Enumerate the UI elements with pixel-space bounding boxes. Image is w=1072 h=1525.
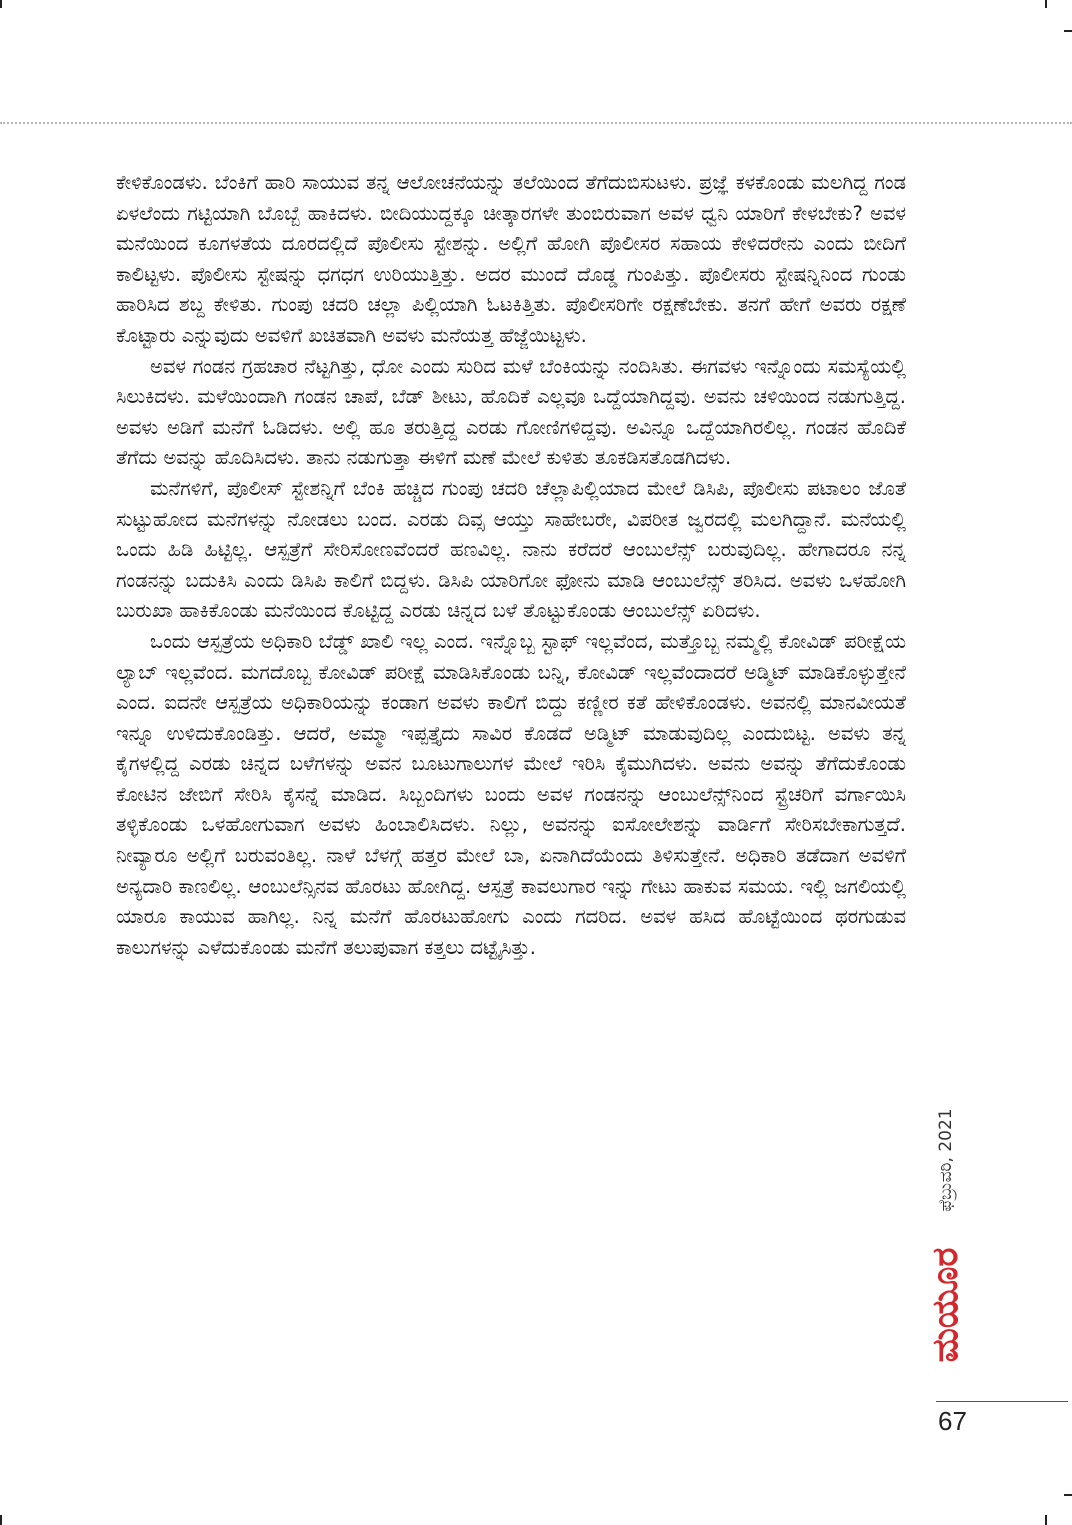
crop-mark-top-right: [1045, 0, 1047, 8]
crop-mark-bottom-right: [1045, 1515, 1047, 1525]
crop-mark-top-left: [0, 0, 2, 8]
paragraph-2: ಅವಳ ಗಂಡನ ಗ್ರಹಚಾರ ನೆಟ್ಟಗಿತ್ತು, ಧೋ ಎಂದು ಸುರಿದ ಮಳೆ ಬೆಂಕಿಯನ್ನು ನಂದಿಸಿತು. ಈಗವಳು ಇನ್ನೊಂದು ಸಮಸ್ಯೆಯಲ್ಲಿ ಸಿಲುಕಿದಳು. ಮಳೆಯಿಂದಾಗಿ ಗಂಡನ ಚಾಪೆ, ಬೆಡ್ ಶೀಟು, ಹೊದಿಕೆ ಎಲ್ಲವೂ ಒದ್ದೆಯಾಗಿದ್ದವು. ಅವನು ಚಳಿಯಿಂದ ನಡುಗುತ್ತಿದ್ದ. ಅವಳು ಅಡಿಗೆ ಮನೆಗೆ ಓಡಿದಳು. ಅಲ್ಲಿ ಹೂ ತರುತ್ತಿದ್ದ ಎರಡು ಗೋಣಿಗಳಿದ್ದವು. ಅವಿನ್ನೂ ಒದ್ದೆಯಾಗಿರಲಿಲ್ಲ. ಗಂಡನ ಹೊದಿಕೆ ತೆಗೆದು ಅವನ್ನು ಹೊದಿಸಿದಳು. ತಾನು ನಡುಗುತ್ತಾ ಈಳಿಗೆ ಮಣೆ ಮೇಲೆ ಕುಳಿತು ತೂಕಡಿಸತೊಡಗಿದಳು.: [116, 354, 906, 470]
page-number-rule: [936, 1401, 1068, 1402]
paragraph-1: ಕೇಳಿಕೊಂಡಳು. ಬೆಂಕಿಗೆ ಹಾರಿ ಸಾಯುವ ತನ್ನ ಆಲೋಚನೆಯನ್ನು ತಲೆಯಿಂದ ತೆಗೆದುಬಿಸುಟಳು. ಪ್ರಜ್ಞೆ ಕಳಕೊಂಡು ಮಲಗಿದ್ದ ಗಂಡ ಏಳಲೆಂದು ಗಟ್ಟಿಯಾಗಿ ಬೊಬ್ಬೆ ಹಾಕಿದಳು. ಬೀದಿಯುದ್ದಕ್ಕೂ ಚೀತ್ಕಾರಗಳೇ ತುಂಬಿರುವಾಗ ಅವಳ ಧ್ವನಿ ಯಾರಿಗೆ ಕೇಳಬೇಕು? ಅವಳ ಮನೆಯಿಂದ ಕೂಗಳತೆಯ ದೂರದಲ್ಲಿದೆ ಪೊಲೀಸು ಸ್ಟೇಶನ್ನು. ಅಲ್ಲಿಗೆ ಹೋಗಿ ಪೊಲೀಸರ ಸಹಾಯ ಕೇಳಿದರೇನು ಎಂದು ಬೀದಿಗೆ ಕಾಲಿಟ್ಟಳು. ಪೊಲೀಸು ಸ್ಟೇಷನ್ನು ಧಗಧಗ ಉರಿಯುತ್ತಿತ್ತು. ಅದರ ಮುಂದೆ ದೊಡ್ಡ ಗುಂಪಿತ್ತು. ಪೊಲೀಸರು ಸ್ಟೇಷನ್ನಿನಿಂದ ಗುಂಡು ಹಾರಿಸಿದ ಶಬ್ದ ಕೇಳಿತು. ಗುಂಪು ಚದರಿ ಚಲ್ಲಾ ಪಿಲ್ಲಿಯಾಗಿ ಓಟಕಿತ್ತಿತು. ಪೊಲೀಸರಿಗೇ ರಕ್ಷಣೆಬೇಕು. ತನಗೆ ಹೇಗೆ ಅವರು ರಕ್ಷಣೆ ಕೊಟ್ಟಾರು ಎನ್ನುವುದು ಅವಳಿಗೆ ಖಚಿತವಾಗಿ ಅವಳು ಮನೆಯತ್ತ ಹೆಜ್ಜೆಯಿಟ್ಟಳು.: [116, 171, 906, 347]
page-number: 67: [938, 1406, 967, 1436]
magazine-logo: ಮಯೂರ: [925, 1247, 966, 1363]
article-body: [116, 168, 906, 963]
paragraph-3: ಮನೆಗಳಿಗೆ, ಪೊಲೀಸ್ ಸ್ಟೇಶನ್ನಿಗೆ ಬೆಂಕಿ ಹಚ್ಚಿದ ಗುಂಪು ಚದರಿ ಚೆಲ್ಲಾಪಿಲ್ಲಿಯಾದ ಮೇಲೆ ಡಿಸಿಪಿ, ಪೊಲೀಸು ಪಟಾಲಂ ಜೊತೆ ಸುಟ್ಟುಹೋದ ಮನೆಗಳನ್ನು ನೋಡಲು ಬಂದ. ಎರಡು ದಿವ್ಸ ಆಯ್ತು ಸಾಹೇಬರೇ, ವಿಪರೀತ ಜ್ವರದಲ್ಲಿ ಮಲಗಿದ್ದಾನೆ. ಮನೆಯಲ್ಲಿ ಒಂದು ಹಿಡಿ ಹಿಟ್ಟಿಲ್ಲ. ಆಸ್ಪತ್ರೆಗೆ ಸೇರಿಸೋಣವೆಂದರೆ ಹಣವಿಲ್ಲ. ನಾನು ಕರೆದರೆ ಆಂಬುಲೆನ್ಸ್ ಬರುವುದಿಲ್ಲ. ಹೇಗಾದರೂ ನನ್ನ ಗಂಡನನ್ನು ಬದುಕಿಸಿ ಎಂದು ಡಿಸಿಪಿ ಕಾಲಿಗೆ ಬಿದ್ದಳು. ಡಿಸಿಪಿ ಯಾರಿಗೋ ಫೋನು ಮಾಡಿ ಆಂಬುಲೆನ್ಸ್ ತರಿಸಿದ. ಅವಳು ಒಳಹೋಗಿ ಬುರುಖಾ ಹಾಕಿಕೊಂಡು ಮನೆಯಿಂದ ಕೊಟ್ಟಿದ್ದ ಎರಡು ಚಿನ್ನದ ಬಳೆ ತೊಟ್ಟುಕೊಂಡು ಆಂಬುಲೆನ್ಸ್ ಏರಿದಳು.: [116, 476, 906, 623]
crop-mark-right-top: [1064, 30, 1072, 32]
crop-mark-right-bottom: [1064, 1494, 1072, 1496]
header-dotted-rule: [0, 122, 1072, 124]
paragraph-4: ಒಂದು ಆಸ್ಪತ್ರೆಯ ಅಧಿಕಾರಿ ಬೆಡ್ಡ್ ಖಾಲಿ ಇಲ್ಲ ಎಂದ. ಇನ್ನೊಬ್ಬ ಸ್ಟಾಫ್ ಇಲ್ಲವೆಂದ, ಮತ್ತೊಬ್ಬ ನಮ್ಮಲ್ಲಿ ಕೋವಿಡ್ ಪರೀಕ್ಷೆಯ ಲ್ಯಾಬ್ ಇಲ್ಲವೆಂದ. ಮಗದೊಬ್ಬ ಕೋವಿಡ್ ಪರೀಕ್ಷೆ ಮಾಡಿಸಿಕೊಂಡು ಬನ್ನಿ, ಕೋವಿಡ್ ಇಲ್ಲವೆಂದಾದರೆ ಅಡ್ಮಿಟ್ ಮಾಡಿಕೊಳ್ಳುತ್ತೇನೆ ಎಂದ. ಐದನೇ ಆಸ್ಪತ್ರೆಯ ಅಧಿಕಾರಿಯನ್ನು ಕಂಡಾಗ ಅವಳು ಕಾಲಿಗೆ ಬಿದ್ದು ಕಣ್ಣೀರ ಕತೆ ಹೇಳಿಕೊಂಡಳು. ಅವನಲ್ಲಿ ಮಾನವೀಯತೆ ಇನ್ನೂ ಉಳಿದುಕೊಂಡಿತ್ತು. ಆದರೆ, ಅಮ್ಮಾ ಇಪ್ಪತ್ತೈದು ಸಾವಿರ ಕೊಡದೆ ಅಡ್ಮಿಟ್ ಮಾಡುವುದಿಲ್ಲ ಎಂದುಬಿಟ್ಟ. ಅವಳು ತನ್ನ ಕೈಗಳಲ್ಲಿದ್ದ ಎರಡು ಚಿನ್ನದ ಬಳೆಗಳನ್ನು ಅವನ ಬೂಟುಗಾಲುಗಳ ಮೇಲೆ ಇರಿಸಿ ಕೈಮುಗಿದಳು. ಅವನು ಅವನ್ನು ತೆಗೆದುಕೊಂಡು ಕೋಟಿನ ಜೇಬಿಗೆ ಸೇರಿಸಿ ಕೈಸನ್ನೆ ಮಾಡಿದ. ಸಿಬ್ಬಂದಿಗಳು ಬಂದು ಅವಳ ಗಂಡನನ್ನು ಆಂಬುಲೆನ್ಸ್‌ನಿಂದ ಸ್ಟ್ರೆಚರಿಗೆ ವರ್ಗಾಯಿಸಿ ತಳ್ಳಿಕೊಂಡು ಒಳಹೋಗುವಾಗ ಅವಳು ಹಿಂಬಾಲಿಸಿದಳು. ನಿಲ್ಲು, ಅವನನ್ನು ಐಸೋಲೇಶನ್ನು ವಾರ್ಡಿಗೆ ಸೇರಿಸಬೇಕಾಗುತ್ತದೆ. ನೀವ್ಯಾರೂ ಅಲ್ಲಿಗೆ ಬರುವಂತಿಲ್ಲ. ನಾಳೆ ಬೆಳಗ್ಗೆ ಹತ್ತರ ಮೇಲೆ ಬಾ, ಏನಾಗಿದೆಯೆಂದು ತಿಳಿಸುತ್ತೇನೆ. ಅಧಿಕಾರಿ ತಡೆದಾಗ ಅವಳಿಗೆ ಅನ್ಯದಾರಿ ಕಾಣಲಿಲ್ಲ. ಆಂಬುಲೆನ್ಸಿನವ ಹೊರಟು ಹೋಗಿದ್ದ. ಆಸ್ಪತ್ರೆ ಕಾವಲುಗಾರ ಇನ್ನು ಗೇಟು ಹಾಕುವ ಸಮಯ. ಇಲ್ಲಿ ಜಗಲಿಯಲ್ಲಿ ಯಾರೂ ಕಾಯುವ ಹಾಗಿಲ್ಲ. ನಿನ್ನ ಮನೆಗೆ ಹೊರಟುಹೋಗು ಎಂದು ಗದರಿದ. ಅವಳ ಹಸಿದ ಹೊಟ್ಟೆಯಿಂದ ಥರಗುಡುವ ಕಾಲುಗಳನ್ನು ಎಳೆದುಕೊಂಡು ಮನೆಗೆ ತಲುಪುವಾಗ ಕತ್ತಲು ದಟ್ಟೈಸಿತ್ತು.: [116, 629, 906, 959]
issue-date: ಫೆಬ್ರುವರಿ, 2021: [936, 1108, 956, 1212]
crop-mark-bottom-left: [0, 1515, 2, 1525]
